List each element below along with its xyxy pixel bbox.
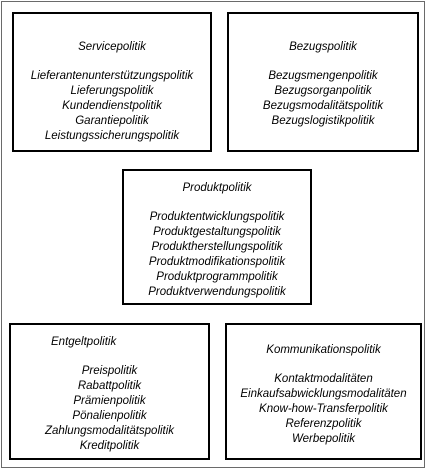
list-item: Know-how-Transferpolitik [259, 403, 388, 415]
entgeltpolitik-box [9, 323, 210, 460]
kommunikationspolitik-list [227, 372, 420, 447]
list-item: Preispolitik [81, 365, 138, 377]
list-item: Leistungssicherungspolitik [44, 130, 180, 142]
list-item: Bezugsorganpolitik [274, 85, 372, 97]
produktpolitik-box [122, 169, 312, 305]
list-item: Produktprogrammpolitik [156, 271, 278, 283]
diagram-frame [1, 1, 425, 468]
list-item: Lieferungspolitik [70, 85, 154, 97]
list-item: Rabattpolitik [77, 380, 142, 392]
list-item: Bezugsmengenpolitik [268, 70, 378, 82]
list-item: Referenzpolitik [285, 418, 362, 430]
list-item: Produktverwendungspolitik [148, 286, 286, 298]
list-item: Produktherstellungspolitik [151, 241, 283, 253]
list-item: Kundendienstpolitik [62, 100, 162, 112]
list-item: Bezugslogistikpolitik [271, 115, 375, 127]
servicepolitik-title: Servicepolitik [78, 41, 146, 53]
list-item: Bezugsmodalitätspolitik [262, 100, 384, 112]
bezugspolitik-title: Bezugspolitik [289, 41, 357, 53]
produktpolitik-title: Produktpolitik [182, 182, 252, 194]
entgeltpolitik-list [11, 364, 208, 454]
bezugspolitik-box [227, 12, 419, 152]
list-item: Werbepolitik [291, 433, 356, 445]
servicepolitik-box [12, 12, 212, 152]
list-item: Kreditpolitik [79, 440, 140, 452]
servicepolitik-list [14, 69, 210, 144]
bezugspolitik-list [229, 69, 417, 129]
entgeltpolitik-title: Entgeltpolitik [51, 336, 117, 348]
kommunikationspolitik-title: Kommunikationspolitik [266, 344, 381, 356]
list-item: Garantiepolitik [75, 115, 149, 127]
kommunikationspolitik-box [225, 323, 422, 460]
list-item: Lieferantenunterstützungspolitik [30, 70, 194, 82]
list-item: Pönalienpolitik [72, 410, 147, 422]
list-item: Zahlungsmodalitätspolitik [44, 425, 175, 437]
list-item: Kontaktmodalitäten [274, 373, 373, 385]
produktpolitik-list [124, 210, 310, 300]
list-item: Einkaufsabwicklungsmodalitäten [240, 388, 407, 400]
list-item: Produktgestaltungspolitik [153, 226, 281, 238]
list-item: Produktentwicklungspolitik [149, 211, 285, 223]
list-item: Produktmodifikationspolitik [148, 256, 286, 268]
list-item: Prämienpolitik [73, 395, 146, 407]
